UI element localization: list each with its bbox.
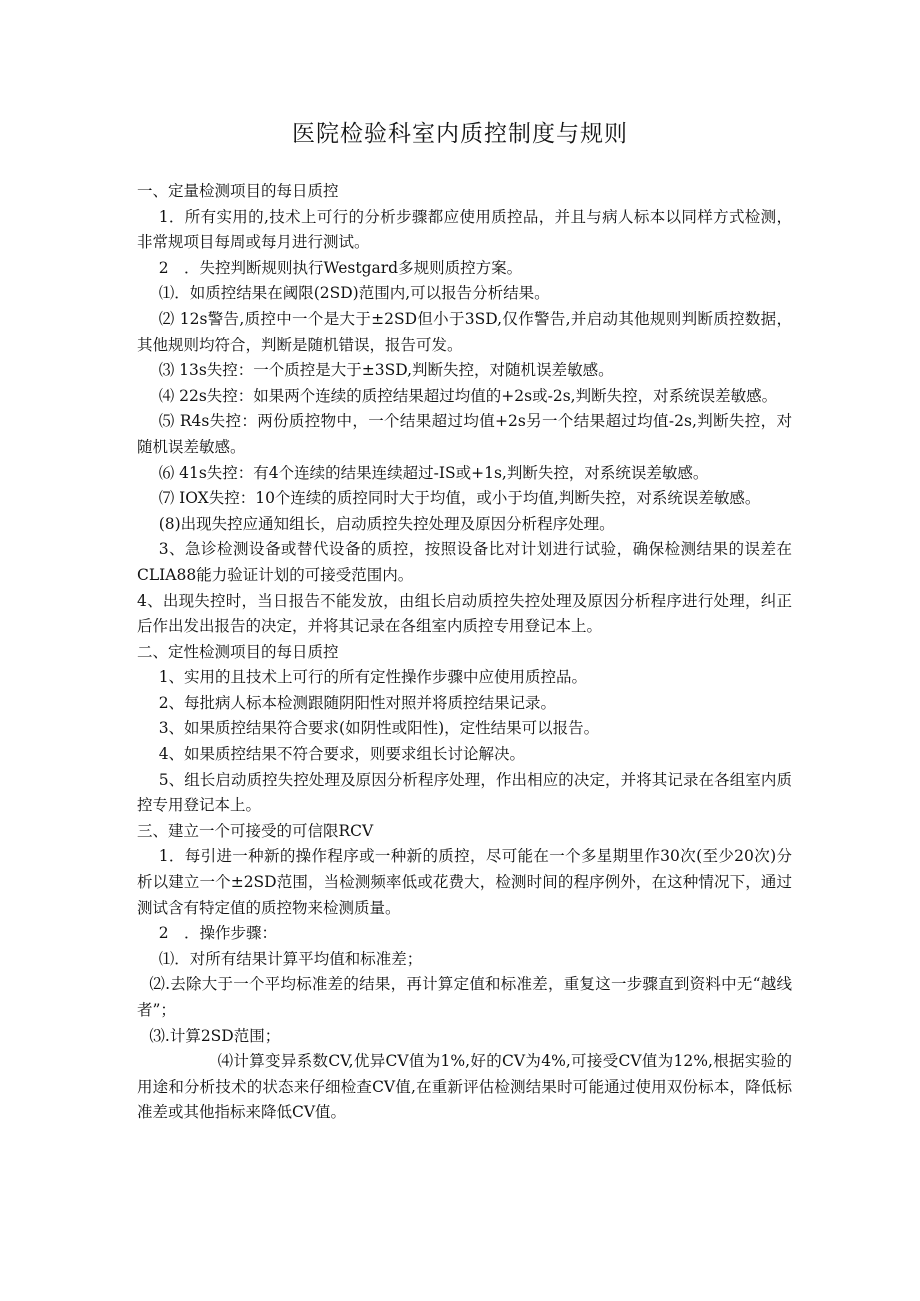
- paragraph: ⑸ R4s失控：两份质控物中，一个结果超过均值+2s另一个结果超过均值-2s,判断失控，对随机误差敏感。: [137, 412, 792, 456]
- paragraph: ⑴．对所有结果计算平均值和标准差；: [158, 949, 423, 968]
- paragraph: 1．所有实用的,技术上可行的分析步骤都应使用质控品，并且与病人标本以同样方式检测，非常规项目每周或每月进行测试。: [137, 207, 792, 252]
- section-heading-2: 二、定性检测项目的每日质控: [137, 642, 339, 661]
- section-heading-3: 三、建立一个可接受的可信限RCV: [137, 821, 374, 840]
- paragraph: 3、如果质控结果符合要求(如阴性或阳性)，定性结果可以报告。: [158, 719, 600, 738]
- paragraph: (8)出现失控应通知组长，启动质控失控处理及原因分析程序处理。: [158, 514, 615, 533]
- paragraph: ⑵ 12s警告,质控中一个是大于±2SD但小于3SD,仅作警告,并启动其他规则判断质控数据，其他规则均符合，判断是随机错误，报告可发。: [137, 309, 792, 354]
- section-heading-1: 一、定量检测项目的每日质控: [137, 182, 339, 200]
- paragraph: 4、出现失控时，当日报告不能发放，由组长启动质控失控处理及原因分析程序进行处理，纠正后作出发出报告的决定，并将其记录在各组室内质控专用登记本上。: [137, 591, 792, 636]
- paragraph: 2、每批病人标本检测跟随阴阳性对照并将质控结果记录。: [158, 693, 557, 712]
- paragraph: ⑺ IOX失控：10个连续的质控同时大于均值，或小于均值,判断失控，对系统误差敏感。: [158, 489, 761, 508]
- paragraph: ⑶ 13s失控：一个质控是大于±3SD,判断失控，对随机误差敏感。: [158, 361, 614, 380]
- paragraph: 5、组长启动质控失控处理及原因分析程序处理，作出相应的决定，并将其记录在各组室内质控专用登记本上。: [137, 770, 792, 815]
- paragraph: ⑵.去除大于一个平均标准差的结果，再计算定值和标准差，重复这一步骤直到资料中无“越线者”；: [137, 975, 792, 1019]
- paragraph: 3、急诊检测设备或替代设备的质控，按照设备比对计划进行试验，确保检测结果的误差在CLIA88能力验证计划的可接受范围内。: [137, 540, 792, 584]
- paragraph: 2 ．失控判断规则执行Westgard多规则质控方案。: [158, 258, 523, 277]
- document-title: 医院检验科室内质控制度与规则: [292, 121, 628, 147]
- paragraph: 1．每引进一种新的操作程序或一种新的质控，尽可能在一个多星期里作30次(至少20次)分析以建立一个±2SD范围，当检测频率低或花费大，检测时间的程序例外，在这种情况下，通过测试含有特定值的质控物来检测质量。: [137, 847, 792, 917]
- paragraph: ⑴．如质控结果在阈限(2SD)范围内,可以报告分析结果。: [158, 284, 550, 303]
- paragraph: ⑹ 41s失控：有4个连续的结果连续超过-IS或+1s,判断失控，对系统误差敏感。: [158, 463, 709, 482]
- document-body: [137, 179, 792, 1126]
- paragraph: 4、如果质控结果不符合要求，则要求组长讨论解决。: [158, 745, 526, 764]
- paragraph: ⑷计算变异系数CV,优异CV值为1%,好的CV为4%,可接受CV值为12%,根据实验的用途和分析技术的状态来仔细检查CV值,在重新评估检测结果时可能通过使用双份标本，降低标准差或其他指标来降低CV值。: [137, 1052, 792, 1122]
- paragraph: ⑷ 22s失控：如果两个连续的质控结果超过均值的+2s或-2s,判断失控，对系统误差敏感。: [158, 386, 778, 405]
- paragraph: 1、实用的且技术上可行的所有定性操作步骤中应使用质控品。: [158, 668, 588, 687]
- paragraph: 2 ．操作步骤：: [158, 924, 278, 943]
- paragraph: ⑶.计算2SD范围；: [149, 1026, 281, 1045]
